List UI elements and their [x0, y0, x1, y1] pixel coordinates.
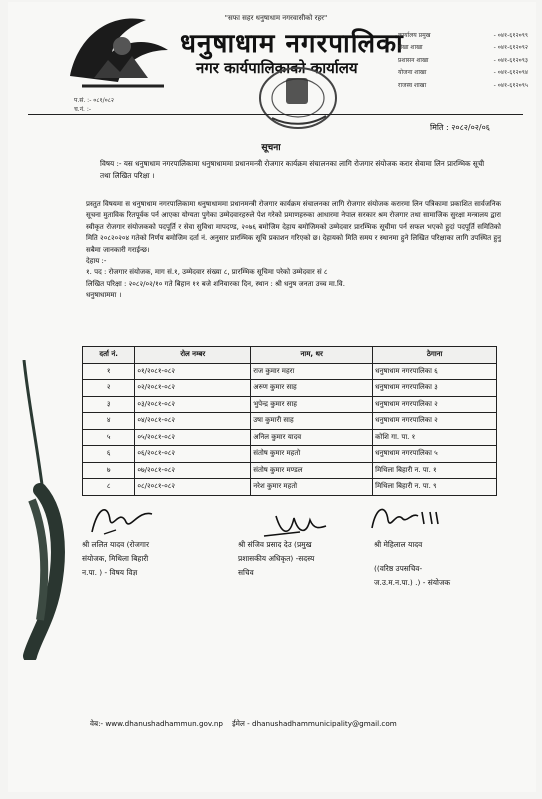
dehay-label: देहाय :-: [86, 257, 107, 266]
notice-body: [86, 199, 501, 302]
signature-left: [86, 500, 158, 540]
email-link[interactable]: dhanushadhammunicipality@gmail.com: [252, 719, 397, 728]
email-label: ईमेल -: [232, 719, 250, 728]
signature-block-middle: श्री संजिव प्रसाद देउ (प्रमुख प्रशासकीय अधिकृत) -सदस्य सचिव: [238, 540, 315, 577]
header-divider: [28, 114, 523, 115]
contact-row: लेखा शाखा - ०४१-६१२०९२: [398, 44, 528, 52]
signature-block-right: श्री मेहिलाल यादव ((वरिष्ठ उपसचिव- ज.उ.म.न.पा.) .) - संयोजक: [374, 540, 451, 587]
footer-contact: [90, 719, 397, 729]
col-address: ठेगाना: [373, 347, 497, 364]
table-row: ७ ०७/२०८१-०८२ संतोष कुमार मण्डल मिथिला बिहारी न. पा. १: [83, 462, 497, 479]
thread-tassel: [18, 360, 66, 660]
contact-list: [398, 30, 528, 92]
body-text: प्रस्तुत विषयमा स धनुषाधाम नगरपालिकामा धनुषाधाममा प्रधानमन्त्री रोजगार कार्यक्रम संचालनका लागि रोजगार संयोजक करारमा लिन पत्रिकामा प्रकाशित सार्वजनिक सूचना मुताविक रितपूर्वक पर्न आएका योग्यता पुगेका उम्मेदवारहरुले पेश गरेको प्रमाणहरुका आधारमा नेपाल सरकार श्रम रोजगार तथा सामाजिक सुरक्षा मन्त्रालय द्वारा स्वीकृत रोजगार संयोजकको पदपूर्ति र सेवा सुविधा मापदण्ड, २०७६ बमोजिम देहाय बमोजिमको उम्मेदवार प्रारम्भिक सूचीमा पर्न सफल भएको हुदां पदपूर्ति समितिको मिति २०८२०२०४ गतेको निर्णय बमोजिम दर्ता नं. अनुसार प्रारम्भिक सूचि प्रकाशन गरिएको छ। देहायको मिति समय र स्थानमा हुने लिखित परिक्षाका लागि उपस्थित हुनु सबैमा जानकारी गराईन्छ।: [86, 200, 501, 254]
col-roll-number: रोल नम्बर: [135, 347, 251, 364]
table-row: ६ ०६/२०८१-०८२ संतोष कुमार महतो धनुषाधाम नगरपालिका ५: [83, 446, 497, 463]
municipality-title: धनुषाधाम नगरपालिका: [180, 29, 404, 59]
exam-venue: धनुषाधाममा ।: [86, 291, 122, 300]
chalani-number: च.नं. :-: [74, 106, 92, 113]
municipality-logo: [64, 6, 174, 96]
table-row: ३ ०३/२०८१-०८२ भुपेन्द्र कुमार साह धनुषाधाम नगरपालिका २: [83, 396, 497, 413]
table-row: ४ ०४/२०८१-०८२ उषा कुमारी साह धनुषाधाम नगरपालिका २: [83, 413, 497, 430]
col-name: नाम, थर: [251, 347, 373, 364]
contact-row: प्रशासन शाखा - ०४१-६१२०९३: [398, 56, 528, 64]
signature-middle: [260, 506, 330, 542]
office-seal-stamp: [252, 62, 344, 134]
office-subtitle: नगर कार्यपालिकाको कार्यालय: [196, 59, 358, 77]
notice-subject: विषय :- यस धनुषाधाम नगरपालिकामा धनुषाधाममा प्रधानमन्त्री रोजगार कार्यक्रम संचालनका लागि रोजगार संयोजक करार सेवामा लिन प्रारम्भिक सूची तथा लिखित परिक्षा ।: [100, 159, 485, 180]
notice-heading: सूचना: [261, 143, 281, 153]
motto: "सफा सहर धनुषाधाम नगरवासीको रहर": [224, 14, 328, 22]
table-row: ८ ०८/२०८१-०८२ नरेश कुमार महतो मिथिला बिहारी न. पा. ९: [83, 479, 497, 496]
patra-sankhya: प.सं. :- ०८१/०८२: [74, 97, 115, 104]
notice-date: मिति : २०८२/०२/०६: [430, 123, 490, 132]
table-row: २ ०२/२०८१-०८२ अरुण कुमार साह धनुषाधाम नगरपालिका ३: [83, 380, 497, 397]
signature-block-left: श्री ललित यादव (रोजगार संयोजक, मिथिला बिहारी न.पा. ) - विषय विज्ञ: [82, 540, 149, 577]
signature-right: [366, 498, 446, 538]
website-link[interactable]: www.dhanushadhammun.gov.np: [105, 719, 223, 728]
table-row: १ ०१/२०८१-०८२ राज कुमार महरा धनुषाधाम नगरपालिका ६: [83, 363, 497, 380]
contact-row: कार्यालय प्रमुख - ०४१-६१२०९९: [398, 32, 528, 39]
exam-details: लिखित परिक्षा : २०८२/०२/१० गते बिहान ११ बजे शनिवारका दिन, स्थान : श्री धनुष जनता उच्च मा.वि.: [86, 279, 345, 288]
candidate-table: [82, 346, 497, 496]
contact-row: राजस्व शाखा - ०४१-६१२०९५: [398, 81, 528, 89]
col-registration: दर्ता नं.: [83, 347, 135, 364]
post-details: १. पद : रोजगार संयोजक, माग सं.१, उम्मेदवार संख्या ८, प्रारम्भिक सूचिमा परेको उम्मेदवार सं ८: [86, 268, 328, 277]
contact-row: योजना शाखा - ०४१-६१२०९४: [398, 69, 528, 77]
table-row: ५ ०५/२०८१-०८२ अनिल कुमार यादव कोशि गा. पा. १: [83, 429, 497, 446]
table-header-row: [83, 347, 497, 364]
reference-numbers: [74, 96, 114, 114]
web-label: वेब:-: [90, 719, 104, 728]
